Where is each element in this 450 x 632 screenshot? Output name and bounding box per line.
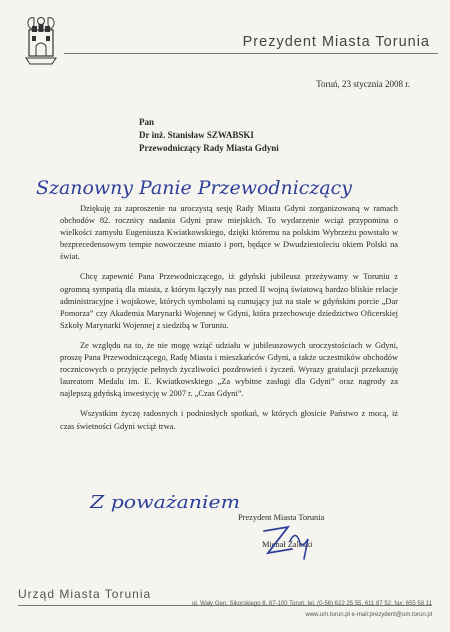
letter-body [60, 203, 398, 433]
letterhead-title: Prezydent Miasta Torunia [242, 34, 430, 50]
body-paragraph-2: Chcę zapewnić Pana Przewodniczącego, iż gdyński jubileusz przeżywamy w Toruniu z ogromną sympatią dla miasta, z którym łączyły nas przed II wojną światową bardzo bliskie relacje administracyjne i wojskowe, których symbolami są cumujący już na stałe w gdyńskim porcie „Dar Pomorza” czy Akademia Marynarki Wojennej w Gdyni, która przechowuje dziedzictwo Oficerskiej Szkoły Marynarki Wojennej z siedzibą w Toruniu. [60, 272, 398, 330]
closing-text: Z poważaniem [88, 492, 240, 513]
footer-address: ul. Wały Gen. Sikorskiego 8, 87-100 Toruń, tel. (0-56) 622 25 55, 611 87 52, fax: 655 58 11 [192, 601, 432, 607]
body-paragraph-1: Dziękuję za zaproszenie na uroczystą sesję Rady Miasta Gdyni zorganizowaną w ramach obchodów 82. rocznicy nadania Gdyni praw miejskich. To wydarzenie wciąż przypomina o wielkości zamysłu Eugeniusza Kwiatkowskiego, dzięki któremu na polskim Wybrzeżu powstało w bezprecedensowym tempie nowoczesne miasto i port, będące w Dwudziestoleciu okiem Polski na świat. [60, 204, 398, 262]
addressee-block [139, 116, 279, 155]
addressee-line-role: Przewodniczący Rady Miasta Gdyni [139, 143, 279, 153]
torun-coat-of-arms-icon [24, 14, 58, 66]
handwritten-salutation [34, 172, 374, 204]
header-rule [64, 53, 438, 54]
footer-office-name: Urząd Miasta Torunia [18, 587, 152, 601]
signatory-name: Michał Zaleski [262, 540, 313, 549]
handwritten-signature [258, 519, 318, 563]
addressee-line-name: Dr inż. Stanisław SZWABSKI [139, 130, 254, 140]
salutation-text: Szanowny Panie Przewodniczący [36, 177, 353, 199]
addressee-line-title: Pan [139, 117, 155, 127]
body-paragraph-4: Wszystkim życzę radosnych i podniosłych spotkań, w których głosicie Państwo z mocą, iż czas świetności Gdyni wciąż trwa. [60, 409, 398, 431]
letter-date: Toruń, 23 stycznia 2008 r. [316, 79, 410, 89]
signatory-title: Prezydent Miasta Torunia [238, 513, 325, 522]
body-paragraph-3: Ze względu na to, że nie mogę wziąć udziału w jubileuszowych uroczystościach w Gdyni, proszę Pana Przewodniczącego, Radę Miasta i mieszkańców Gdyni, a także uczestników obchodów rocznicowych o przyjęcie pełnych życzliwości pozdrowień i życzeń. Wyrazy gratulacji przekazuję laureatom Medalu im. E. Kwiatkowskiego „Za wybitne zasługi dla Gdyni” oraz nagrody za najlepszą gdyńską inwestycję w 2007 r. „Czas Gdyni”. [60, 340, 398, 399]
handwritten-closing [88, 478, 258, 528]
footer-web-contact: www.um.torun.pl e-mail:prezydent@um.torun.pl [305, 612, 432, 618]
